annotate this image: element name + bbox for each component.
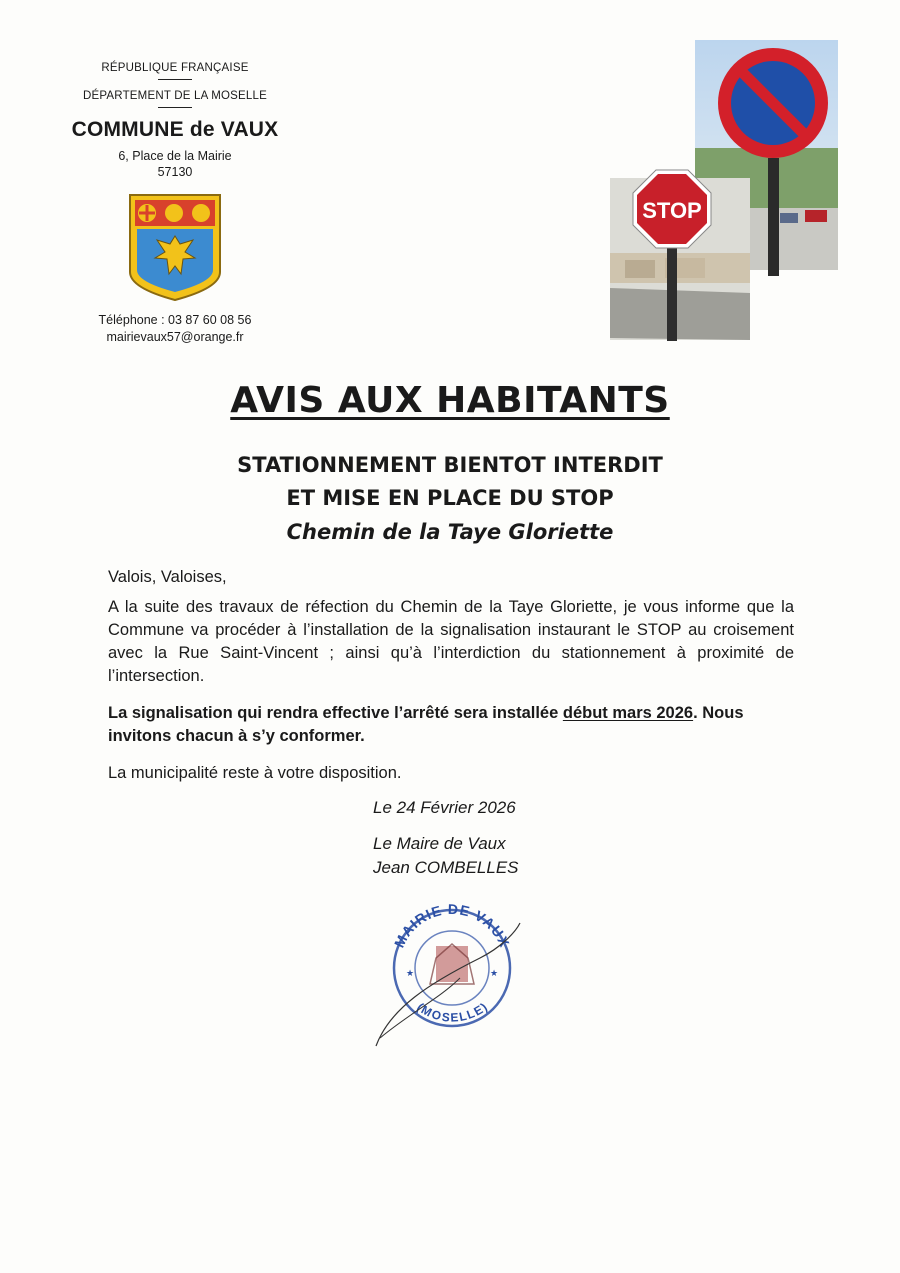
svg-text:★: ★ <box>406 968 415 978</box>
signature-date: Le 24 Février 2026 <box>373 798 516 817</box>
installation-date: début mars 2026 <box>562 704 694 722</box>
paragraph-works: A la suite des travaux de réfection du Chemin de la Taye Gloriette, je vous informe que la Commune va procéder à l’installation de la signalisation instaurant le STOP au croisement avec la Rue Saint-Vincent ; ainsi qu’à l’interdiction du stationnement à proximité de l’intersection. <box>108 598 794 685</box>
paragraph-installation-end: . Nous invitons chacun à s’y conformer. <box>108 704 744 745</box>
republic-label: RÉPUBLIQUE FRANÇAISE <box>101 62 249 74</box>
mairie-stamp <box>370 888 540 1053</box>
stamp-top-text: MAIRIE DE VAUX <box>390 900 514 951</box>
stop-sign-text: STOP <box>642 198 702 223</box>
address-postal-code: 57130 <box>157 165 193 179</box>
header-divider <box>158 79 192 80</box>
coat-of-arms-icon <box>127 192 223 304</box>
email-address: mairievaux57@orange.fr <box>106 330 244 344</box>
department-label: DÉPARTEMENT DE LA MOSELLE <box>83 90 267 102</box>
paragraph-closing: La municipalité reste à votre disposition. <box>108 764 402 782</box>
contact-info <box>50 312 300 346</box>
stamp-bottom-text: (MOSELLE) <box>414 1000 490 1025</box>
municipality-header <box>50 62 300 346</box>
notice-subtitle-line2: ET MISE EN PLACE DU STOP <box>286 486 614 510</box>
signatory-name: Jean COMBELLES <box>373 858 519 877</box>
commune-name: COMMUNE de VAUX <box>71 118 279 141</box>
greeting: Valois, Valoises, <box>108 568 227 586</box>
phone-number: Téléphone : 03 87 60 08 56 <box>98 313 252 327</box>
header-divider <box>158 107 192 108</box>
road-signs-photo <box>605 38 840 343</box>
notice-subtitle-line1: STATIONNEMENT BIENTOT INTERDIT <box>237 453 663 477</box>
notice-title: AVIS AUX HABITANTS <box>230 380 670 421</box>
svg-text:★: ★ <box>490 968 499 978</box>
paragraph-installation <box>108 702 794 748</box>
road-name: Chemin de la Taye Gloriette <box>286 520 614 544</box>
address-street: 6, Place de la Mairie <box>118 149 232 163</box>
address <box>50 148 300 180</box>
paragraph-installation-text: La signalisation qui rendra effective l’arrêté sera installée <box>108 704 563 722</box>
signatory-title: Le Maire de Vaux <box>373 834 506 853</box>
